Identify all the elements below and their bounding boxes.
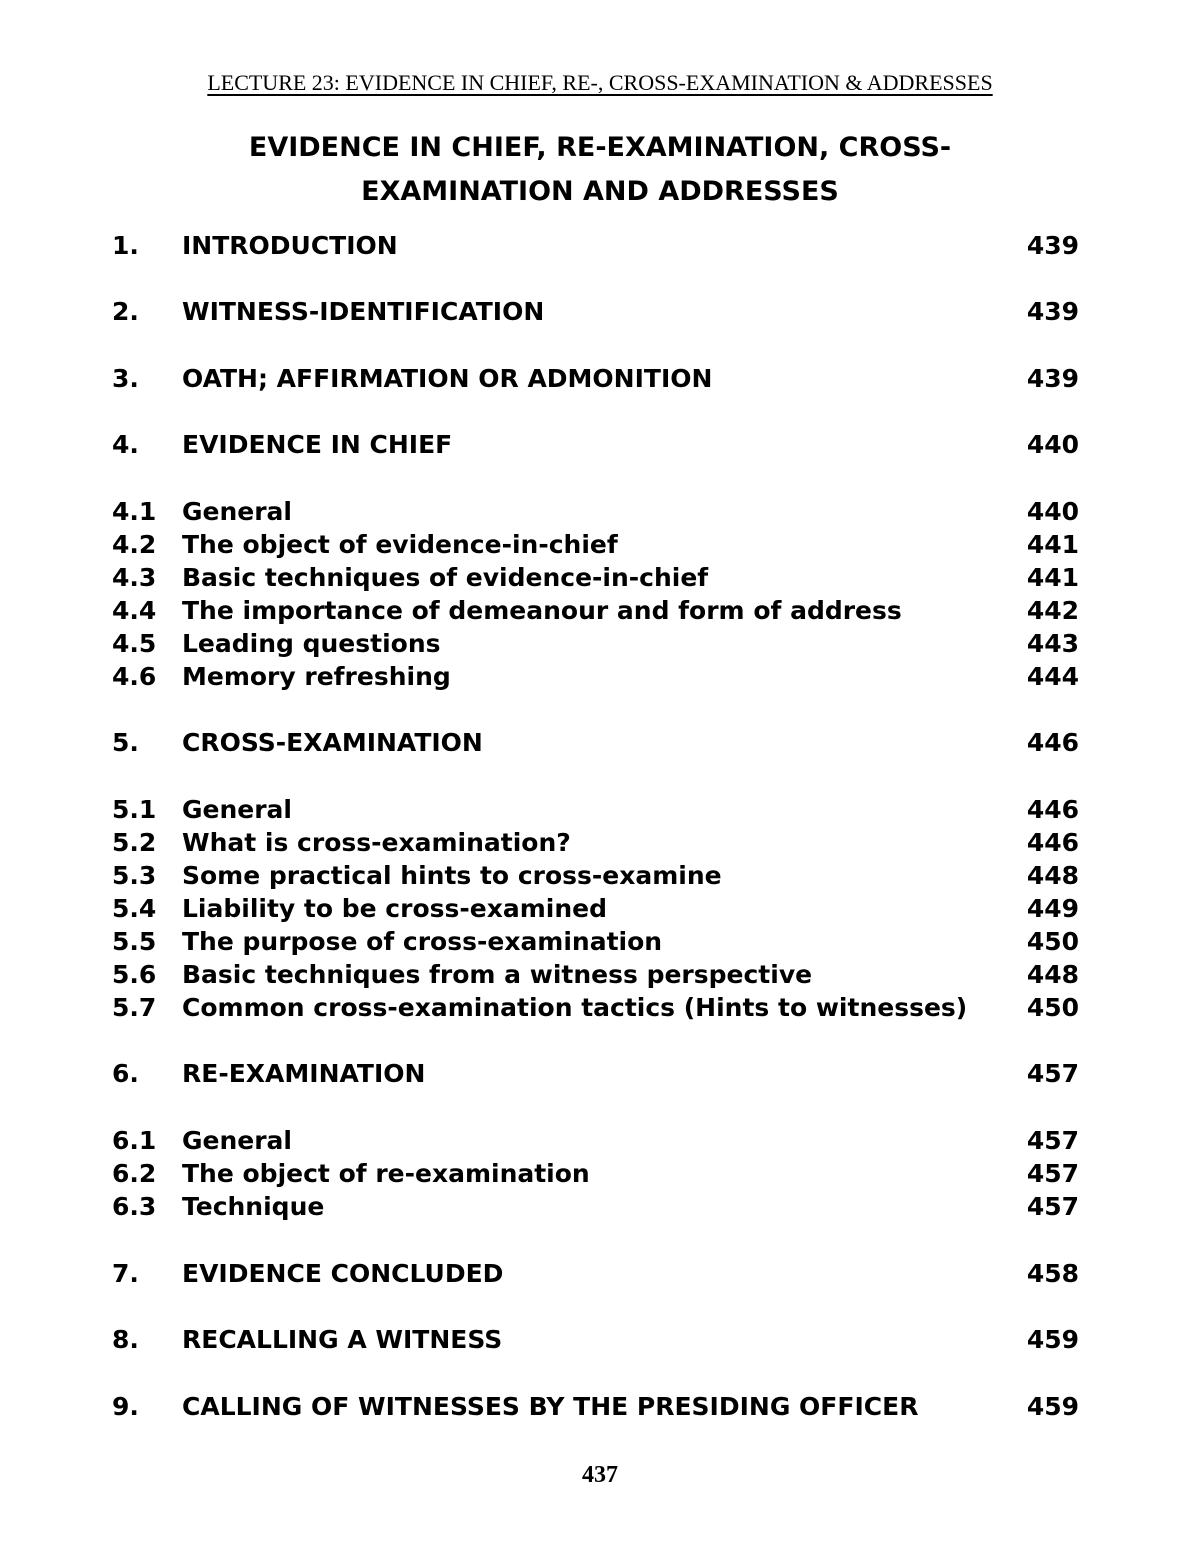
- toc-label: CROSS-EXAMINATION: [182, 728, 483, 757]
- toc-number: 5.7: [112, 993, 157, 1022]
- toc-subentry[interactable]: [0, 1157, 1200, 1191]
- toc-number: 4.3: [112, 563, 157, 592]
- toc-label: Leading questions: [182, 629, 441, 658]
- page-number: 437: [582, 1462, 618, 1488]
- document-title: [0, 126, 1200, 214]
- toc-number: 5.6: [112, 960, 157, 989]
- toc-entry[interactable]: [0, 428, 1200, 462]
- toc-label: Liability to be cross-examined: [182, 894, 607, 923]
- toc-entry[interactable]: [0, 295, 1200, 329]
- toc-label: Common cross-examination tactics (Hints to witnesses): [182, 993, 968, 1022]
- toc-entry[interactable]: [0, 1057, 1200, 1091]
- toc-entry[interactable]: [0, 1257, 1200, 1291]
- toc-entry[interactable]: [0, 229, 1200, 263]
- toc-number: 9.: [112, 1392, 139, 1421]
- toc-subentry[interactable]: [0, 892, 1200, 926]
- toc-label: The object of evidence-in-chief: [182, 530, 618, 559]
- toc-page: 450: [1026, 927, 1079, 956]
- toc-page: 448: [1026, 960, 1079, 989]
- toc-number: 6.3: [112, 1192, 157, 1221]
- title-line-2: EXAMINATION AND ADDRESSES: [361, 176, 839, 207]
- toc-number: 8.: [112, 1325, 139, 1354]
- toc-page: 443: [1026, 629, 1079, 658]
- toc-label: General: [182, 497, 292, 526]
- toc-page: 444: [1026, 662, 1079, 691]
- toc-page: 440: [1026, 497, 1079, 526]
- toc-number: 5.4: [112, 894, 157, 923]
- toc-number: 5.2: [112, 828, 157, 857]
- toc-page: 441: [1026, 530, 1079, 559]
- toc-page: 440: [1026, 430, 1079, 459]
- toc-subentry[interactable]: [0, 1190, 1200, 1224]
- toc-subentry[interactable]: [0, 528, 1200, 562]
- toc-subentry[interactable]: [0, 561, 1200, 595]
- toc-page: 446: [1026, 728, 1079, 757]
- toc-subentry[interactable]: [0, 793, 1200, 827]
- toc-page: 439: [1026, 231, 1079, 260]
- toc-number: 4.2: [112, 530, 157, 559]
- toc-number: 4.4: [112, 596, 157, 625]
- toc-label: Technique: [182, 1192, 325, 1221]
- toc-page: 446: [1026, 828, 1079, 857]
- toc-label: CALLING OF WITNESSES BY THE PRESIDING OFFICER: [182, 1392, 919, 1421]
- toc-subentry[interactable]: [0, 826, 1200, 860]
- toc-number: 5.3: [112, 861, 157, 890]
- toc-entry[interactable]: [0, 362, 1200, 396]
- toc-subentry[interactable]: [0, 958, 1200, 992]
- toc-subentry[interactable]: [0, 495, 1200, 529]
- toc-label: WITNESS-IDENTIFICATION: [182, 297, 545, 326]
- toc-label: Basic techniques from a witness perspective: [182, 960, 813, 989]
- toc-entry[interactable]: [0, 726, 1200, 760]
- toc-label: EVIDENCE CONCLUDED: [182, 1259, 504, 1288]
- running-header: [0, 70, 1200, 96]
- toc-subentry[interactable]: [0, 594, 1200, 628]
- toc-label: Basic techniques of evidence-in-chief: [182, 563, 709, 592]
- toc-number: 6.: [112, 1059, 139, 1088]
- toc-page: 448: [1026, 861, 1079, 890]
- toc-subentry[interactable]: [0, 660, 1200, 694]
- toc-number: 7.: [112, 1259, 139, 1288]
- toc-page: 450: [1026, 993, 1079, 1022]
- toc-number: 4.6: [112, 662, 157, 691]
- toc-label: The object of re-examination: [182, 1159, 590, 1188]
- running-header-text: LECTURE 23: EVIDENCE IN CHIEF, RE-, CROSS-EXAMINATION & ADDRESSES: [207, 70, 993, 95]
- toc-number: 6.2: [112, 1159, 157, 1188]
- toc-number: 1.: [112, 231, 139, 260]
- toc-subentry[interactable]: [0, 627, 1200, 661]
- toc-subentry[interactable]: [0, 1124, 1200, 1158]
- toc-number: 2.: [112, 297, 139, 326]
- toc-page: 449: [1026, 894, 1079, 923]
- toc-page: 446: [1026, 795, 1079, 824]
- toc-subentry[interactable]: [0, 991, 1200, 1025]
- toc-page: 439: [1026, 297, 1079, 326]
- toc-subentry[interactable]: [0, 925, 1200, 959]
- toc-page: 457: [1026, 1059, 1079, 1088]
- toc-number: 6.1: [112, 1126, 157, 1155]
- toc-number: 5.5: [112, 927, 157, 956]
- toc-page: 441: [1026, 563, 1079, 592]
- toc-label: General: [182, 1126, 292, 1155]
- toc-number: 4.: [112, 430, 139, 459]
- toc-label: Memory refreshing: [182, 662, 451, 691]
- toc-label: Some practical hints to cross-examine: [182, 861, 722, 890]
- toc-label: The importance of demeanour and form of address: [182, 596, 902, 625]
- toc-label: RECALLING A WITNESS: [182, 1325, 503, 1354]
- toc-page: 457: [1026, 1192, 1079, 1221]
- toc-number: 4.1: [112, 497, 157, 526]
- toc-entry[interactable]: [0, 1390, 1200, 1424]
- toc-label: General: [182, 795, 292, 824]
- toc-page: 457: [1026, 1159, 1079, 1188]
- toc-page: 439: [1026, 364, 1079, 393]
- toc-number: 4.5: [112, 629, 157, 658]
- title-line-1: EVIDENCE IN CHIEF, RE-EXAMINATION, CROSS-: [248, 132, 952, 163]
- toc-label: OATH; AFFIRMATION OR ADMONITION: [182, 364, 713, 393]
- toc-page: 459: [1026, 1392, 1079, 1421]
- toc-number: 5.: [112, 728, 139, 757]
- toc-page: 459: [1026, 1325, 1079, 1354]
- toc-number: 5.1: [112, 795, 157, 824]
- toc-page: 442: [1026, 596, 1079, 625]
- toc-label: The purpose of cross-examination: [182, 927, 663, 956]
- toc-label: What is cross-examination?: [182, 828, 571, 857]
- toc-number: 3.: [112, 364, 139, 393]
- toc-page: 458: [1026, 1259, 1079, 1288]
- toc-subentry[interactable]: [0, 859, 1200, 893]
- toc-label: RE-EXAMINATION: [182, 1059, 426, 1088]
- toc-entry[interactable]: [0, 1323, 1200, 1357]
- toc-label: INTRODUCTION: [182, 231, 398, 260]
- toc-label: EVIDENCE IN CHIEF: [182, 430, 453, 459]
- toc-page: 457: [1026, 1126, 1079, 1155]
